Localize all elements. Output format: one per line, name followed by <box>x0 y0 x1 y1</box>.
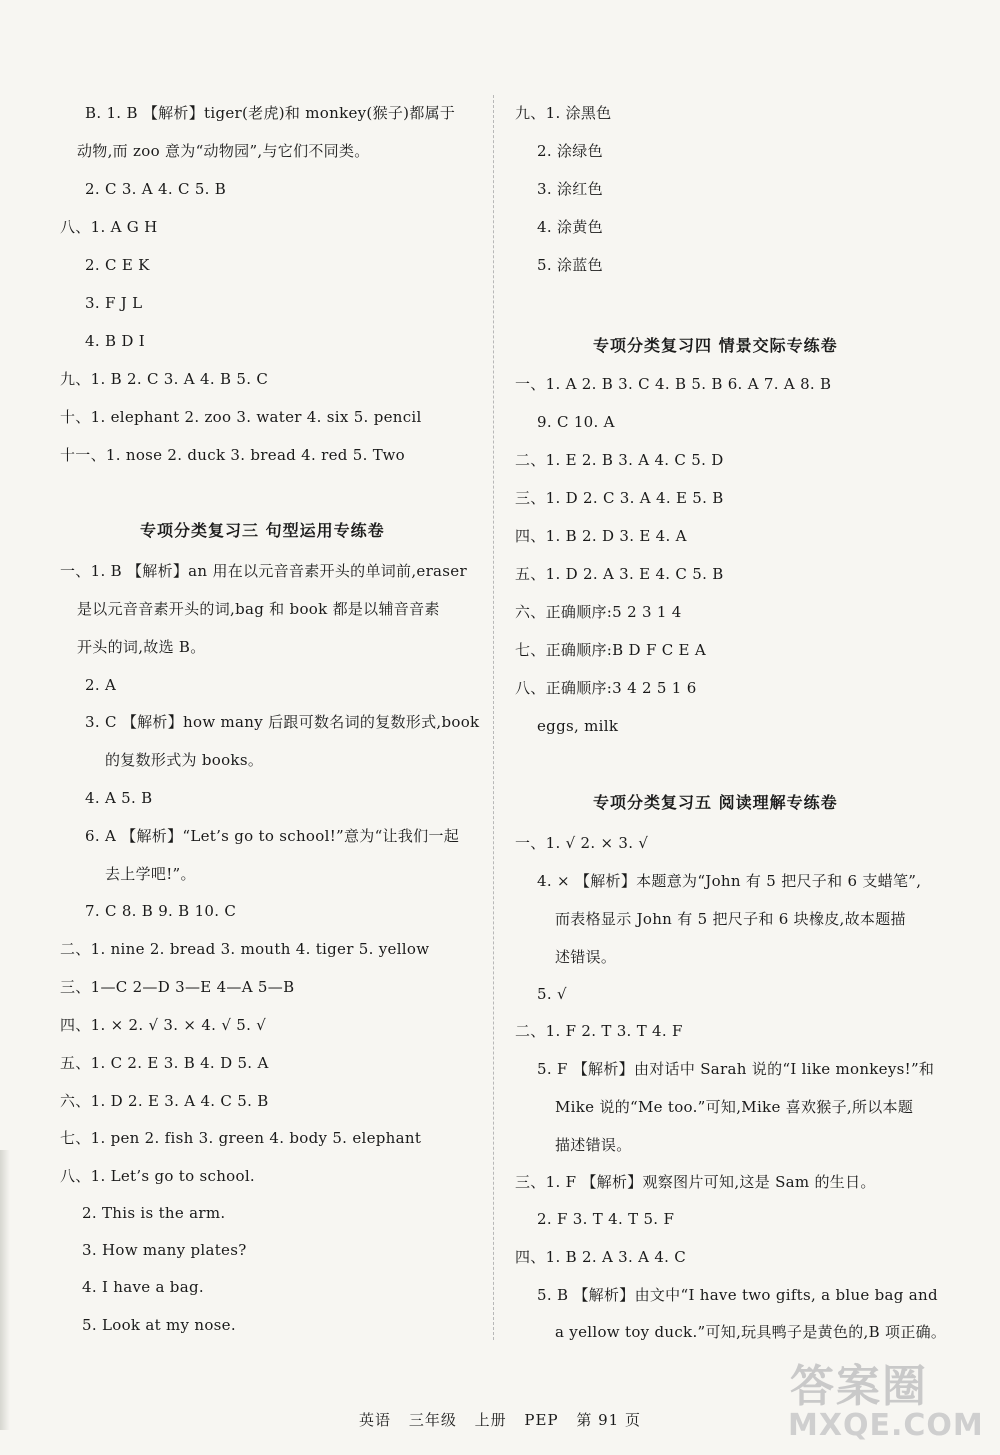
answer-line: 2. This is the arm. <box>82 1204 226 1222</box>
answer-line: 3. How many plates? <box>82 1241 247 1259</box>
answer-line: 一、1. A 2. B 3. C 4. B 5. B 6. A 7. A 8. B <box>515 375 832 393</box>
answer-line: 4. × 【解析】本题意为“John 有 5 把尺子和 6 支蜡笔”, <box>537 872 922 890</box>
answer-line: eggs, milk <box>537 717 619 735</box>
answer-line: 四、1. × 2. √ 3. × 4. √ 5. √ <box>60 1016 267 1034</box>
footer-subject: 英语 <box>359 1411 392 1429</box>
answer-line: 三、1—C 2—D 3—E 4—A 5—B <box>60 978 295 996</box>
answer-line: 动物,而 zoo 意为“动物园”,与它们不同类。 <box>77 142 370 160</box>
answer-line: 描述错误。 <box>555 1136 632 1154</box>
footer-volume: 上册 <box>474 1411 507 1429</box>
section-heading: 专项分类复习三 句型运用专练卷 <box>140 521 385 540</box>
answer-line: 2. C E K <box>85 256 150 274</box>
answer-line: 十一、1. nose 2. duck 3. bread 4. red 5. Two <box>60 446 405 464</box>
answer-line: 2. C 3. A 4. C 5. B <box>85 180 227 198</box>
answer-line: B. 1. B 【解析】tiger(老虎)和 monkey(猴子)都属于 <box>85 104 456 122</box>
answer-line: 四、1. B 2. A 3. A 4. C <box>515 1248 687 1266</box>
answer-line: 而表格显示 John 有 5 把尺子和 6 块橡皮,故本题描 <box>555 910 906 928</box>
answer-line: Mike 说的“Me too.”可知,Mike 喜欢猴子,所以本题 <box>555 1098 914 1116</box>
answer-line: 6. A 【解析】“Let’s go to school!”意为“让我们一起 <box>85 827 460 845</box>
answer-line: 5. √ <box>537 985 567 1003</box>
answer-line: 八、1. A G H <box>60 218 158 236</box>
answer-line: 4. A 5. B <box>85 789 153 807</box>
watermark-en: MXQE.COM <box>788 1408 984 1443</box>
answer-line: 三、1. F 【解析】观察图片可知,这是 Sam 的生日。 <box>515 1173 876 1191</box>
page-edge-shadow <box>0 1150 10 1430</box>
answer-line: 4. 涂黄色 <box>537 218 603 236</box>
answer-line: 5. F 【解析】由对话中 Sarah 说的“I like monkeys!”和 <box>537 1060 935 1078</box>
answer-line: 五、1. C 2. E 3. B 4. D 5. A <box>60 1054 269 1072</box>
answer-line: 二、1. nine 2. bread 3. mouth 4. tiger 5. yellow <box>60 940 430 958</box>
answer-line: 一、1. √ 2. × 3. √ <box>515 834 649 852</box>
answer-line: 4. I have a bag. <box>82 1278 204 1296</box>
answer-line: 六、正确顺序:5 2 3 1 4 <box>515 603 682 621</box>
answer-line: 7. C 8. B 9. B 10. C <box>85 902 237 920</box>
answer-line: 9. C 10. A <box>537 413 615 431</box>
answer-line: 3. C 【解析】how many 后跟可数名词的复数形式,book <box>85 713 480 731</box>
answer-line: 一、1. B 【解析】an 用在以元音音素开头的单词前,eraser <box>60 562 467 580</box>
answer-line: 十、1. elephant 2. zoo 3. water 4. six 5. pencil <box>60 408 422 426</box>
answer-line: 五、1. D 2. A 3. E 4. C 5. B <box>515 565 724 583</box>
footer-edition: PEP <box>524 1411 559 1429</box>
watermark-logo <box>770 1350 990 1450</box>
answer-line: a yellow toy duck.”可知,玩具鸭子是黄色的,B 项正确。 <box>555 1323 947 1341</box>
answer-line: 八、1. Let’s go to school. <box>60 1167 255 1185</box>
answer-line: 九、1. 涂黑色 <box>515 104 612 122</box>
section-heading: 专项分类复习五 阅读理解专练卷 <box>593 793 838 812</box>
page-footer <box>300 1409 700 1430</box>
answer-line: 去上学吧!”。 <box>105 865 196 883</box>
watermark-cn: 答案圈 <box>790 1361 928 1412</box>
answer-line: 二、1. E 2. B 3. A 4. C 5. D <box>515 451 724 469</box>
section-heading: 专项分类复习四 情景交际专练卷 <box>593 336 838 355</box>
answer-line: 3. F J L <box>85 294 143 312</box>
answer-line: 八、正确顺序:3 4 2 5 1 6 <box>515 679 697 697</box>
answer-line: 是以元音音素开头的词,bag 和 book 都是以辅音音素 <box>77 600 440 618</box>
answer-line: 5. 涂蓝色 <box>537 256 603 274</box>
answer-line: 九、1. B 2. C 3. A 4. B 5. C <box>60 370 269 388</box>
answer-line: 5. B 【解析】由文中“I have two gifts, a blue bag and <box>537 1286 938 1304</box>
answer-line: 二、1. F 2. T 3. T 4. F <box>515 1022 683 1040</box>
answer-line: 六、1. D 2. E 3. A 4. C 5. B <box>60 1092 269 1110</box>
answer-line: 述错误。 <box>555 948 617 966</box>
answer-line: 4. B D I <box>85 332 145 350</box>
answer-line: 3. 涂红色 <box>537 180 603 198</box>
column-divider <box>493 95 494 1340</box>
answer-line: 开头的词,故选 B。 <box>77 638 206 656</box>
answer-line: 2. F 3. T 4. T 5. F <box>537 1210 675 1228</box>
answer-line: 2. 涂绿色 <box>537 142 603 160</box>
answer-line: 七、正确顺序:B D F C E A <box>515 641 707 659</box>
answer-line: 三、1. D 2. C 3. A 4. E 5. B <box>515 489 724 507</box>
answer-line: 四、1. B 2. D 3. E 4. A <box>515 527 687 545</box>
answer-line: 七、1. pen 2. fish 3. green 4. body 5. elephant <box>60 1129 422 1147</box>
answer-line: 的复数形式为 books。 <box>105 751 264 769</box>
answer-line: 2. A <box>85 676 117 694</box>
footer-page-number: 第 91 页 <box>576 1411 641 1429</box>
footer-grade: 三年级 <box>408 1411 457 1429</box>
answer-line: 5. Look at my nose. <box>82 1316 236 1334</box>
